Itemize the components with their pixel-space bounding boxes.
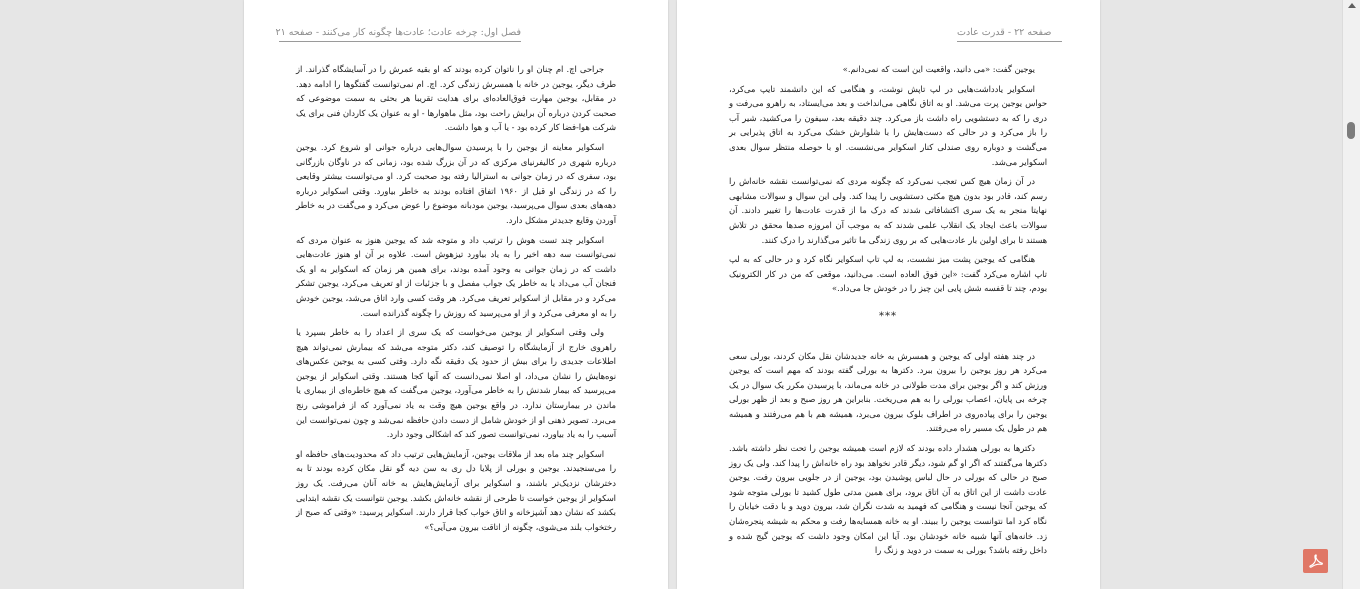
document-page-21: [244, 0, 668, 589]
vertical-scrollbar[interactable]: [1342, 0, 1360, 589]
document-page-22: [677, 0, 1100, 589]
paragraph: یوجین گفت: «می دانید، واقعیت این است که نمی‌دانم.»: [842, 64, 1035, 74]
scroll-thumb[interactable]: [1347, 122, 1355, 139]
page-header: فصل اول: چرخه عادت؛ عادت‌ها چگونه کار می‌کنند - صفحه ۲۱: [279, 27, 521, 42]
scroll-up-arrow-icon[interactable]: [1348, 3, 1356, 8]
paragraph: اسکوایر یادداشت‌هایی در لپ تاپش نوشت، و هنگامی که این دانشمند تایپ می‌کرد، حواس یوجین پرت می‌شد. او به اتاق نگاهی می‌انداخت و بعد می‌ایستاد، به راهرو می‌رفت و دری را که به دستشویی راه داشت باز می‌کرد. چند دقیقه بعد، سیفون را می‌کشید، شیر آب را باز می‌کرد و در حالی که دست‌هایش را با شلوارش خشک می‌کرد به اتاق پذیرایی بر می‌گشت و دوباره روی صندلی کنار اسکوایر می‌نشست. او با حوصله منتظر سوال بعدی اسکوایر می‌شد.: [729, 83, 1047, 167]
paragraph: در چند هفته اولی که یوجین و همسرش به خانه جدیدشان نقل مکان کردند، بورلی سعی می‌کرد هر روز یوجین را بیرون ببرد. دکترها به بورلی گفته بودند که مهم است که یوجین ورزش کند و اگر یوجین برای مدت طولانی در خانه می‌ماند، با پرسیدن مکرر یک سوال در یک چرخه بی پایان، اعصاب بورلی را به هم می‌ریخت. بنابراین هر روز صبح و بعد از ظهر بورلی یوجین را برای پیاده‌روی در اطراف بلوک بیرون می‌برد، همیشه هم با هم می‌رفتند و همیشه هم در طول یک مسیر راه می‌رفتند.: [729, 350, 1047, 434]
paragraph: اسکوایر چند تست هوش را ترتیب داد و متوجه شد که یوجین هنوز به عنوان مردی که نمی‌توانست سه دهه اخیر را به یاد بیاورد تیزهوش است. علاوه بر آن او هنوز عادت‌هایی داشت که در زمان جوانی به وجود آمده بودند، برای همین هر زمان که اسکوایر به او یک فنجان آب می‌داد یا به خاطر یک جواب مفصل و با جزئیات از او تعریف می‌کرد، یوجین تشکر می‌کرد و در مقابل از اسکوایر تعریف می‌کرد. هر وقت کسی وارد اتاق می‌شد، یوجین خودش را به او معرفی می‌کرد و از او می‌پرسید که روزش را چگونه گذرانده است.: [296, 234, 616, 318]
acrobat-pdf-icon: [1308, 553, 1324, 569]
page-body: [296, 62, 616, 539]
section-separator: ***: [879, 310, 897, 322]
paragraph: دکترها به بورلی هشدار داده بودند که لازم است همیشه یوجین را تحت نظر داشته باشد. دکترها می‌گفتند که اگر او گم شود، دیگر قادر نخواهد بود راه خانه‌اش را پیدا کند. ولی یک روز صبح در حالی که بورلی در حال لباس پوشیدن بود، یوجین از در جلویی بیرون رفت. یوجین عادت داشت از این اتاق به آن اتاق برود، برای همین مدتی طول کشید تا بورلی متوجه شود که یوجین آنجا نیست و هنگامی که فهمید به شدت نگران شد، بیرون دوید و با دقت خیابان را نگاه کرد اما نتوانست یوجین را ببیند. او به خانه همسایه‌ها رفت و محکم به شیشه پنجره‌شان زد. خانه‌های آنها شبیه خانه خودشان بود. آیا این امکان وجود داشت که یوجین گیج شده و داخل رفته باشد؟ بورلی به سمت در دوید و زنگ را: [729, 443, 1047, 556]
paragraph: جراحی اچ. ام چنان او را ناتوان کرده بودند که او بقیه عمرش را در آسایشگاه گذراند. از طرف دیگر، یوجین در خانه با همسرش زندگی کرد. اچ. ام نمی‌توانست گفتگوها را ادامه دهد. در مقابل، یوجین مهارت فوق‌العاده‌ای برای هدایت تقریبا هر بحثی به سمت موضوعی که صحبت کردن درباره آن برایش راحت بود، مثل ماهوارها - او به عنوان یک کاردان فنی برای یک شرکت هوا-فضا کار کرده بود - یا آب و هوا داشت.: [296, 64, 616, 133]
paragraph: اسکوایر چند ماه بعد از ملاقات یوجین، آزمایش‌هایی ترتیب داد که محدودیت‌های حافظه او را می‌سنجیدند. یوجین و بورلی از پلایا دل ری به سن دیه گو نقل مکان کرده بودند تا به دخترشان نزدیک‌تر باشند، و اسکوایر برای آزمایش‌هایش به خانه آنان می‌رفت. یک روز اسکوایر از یوجین خواست تا طرحی از نقشه خانه‌اش بکشد. یوجین نتوانست یک نقشه ابتدایی بکشد که نشان دهد آشپزخانه و اتاق خواب کجا قرار دارند. اسکوایر پرسید: «وقتی که صبح از رختخواب بلند می‌شوی، چگونه از اتاقت بیرون می‌آیی؟»: [296, 448, 616, 532]
page-body: [729, 62, 1047, 563]
pdf-download-button[interactable]: [1303, 549, 1328, 573]
paragraph: اسکوایر معاینه از یوجین را با پرسیدن سوال‌هایی درباره جوانی او شروع کرد. یوجین درباره شهری در کالیفرنیای مرکزی که در آن بزرگ شده بود، زمانی که در ناوگان بازرگانی بود، سفری که در زمان جوانی به استرالیا رفته بود صحبت کرد. او می‌توانست بیشتر وقایعی را که در زندگی او قبل از ۱۹۶۰ اتفاق افتاده بودند به خاطر بیاورد. وقتی اسکوایر درباره دهه‌های بعدی سوال می‌پرسید، یوجین مودبانه موضوع را عوض می‌کرد و می‌گفت در به خاطر آوردن وقایع جدیدتر مشکل دارد.: [296, 141, 616, 225]
paragraph: در آن زمان هیچ کس تعجب نمی‌کرد که چگونه مردی که نمی‌توانست نقشه خانه‌اش را رسم کند، قادر بود بدون هیچ مکثی دستشویی را پیدا کند. ولی این سوال و سوالات مشابهی نهایتا منجر به یک سری اکتشافاتی شدند که درک ما از قدرت عادت‌ها را تغییر دادند. آن سوالات باعث ایجاد یک انقلاب علمی شدند که به موجب آن امروزه صدها محقق در تلاش هستند تا برای اولین بار عادت‌هایی که بر روی زندگی ما تاثیر می‌گذارند را درک کنند.: [729, 176, 1047, 245]
page-header: صفحه ۲۲ - قدرت عادت: [957, 27, 1062, 42]
paragraph: ولی وقتی اسکوایر از یوجین می‌خواست که یک سری از اعداد را به خاطر بسپرد یا راهروی خارج از آزمایشگاه را توصیف کند، دکتر متوجه می‌شد که بیمارش نمی‌تواند هیچ اطلاعات جدیدی را برای بیش از حدود یک دقیقه نگه دارد. وقتی کسی به یوجین عکس‌های نوه‌هایش را نشان می‌داد، او اصلا نمی‌دانست که آنها کجا هستند. وقتی اسکوایر از یوجین می‌پرسید که بیمار شدنش را به خاطر می‌آورد، یوجین می‌گفت که هیچ خاطره‌ای از بیماری یا ماندن در بیمارستان ندارد. در واقع یوجین هیچ وقت به یاد نمی‌آورد که از فراموشی رنج می‌برد. تصویر ذهنی او از خودش شامل از دست دادن حافظه نمی‌شد و چون نمی‌توانست این آسیب را به یاد بیاورد، نمی‌توانست تصور کند که اشکالی وجود دارد.: [296, 327, 616, 440]
paragraph: هنگامی که یوجین پشت میز نشست، به لپ تاپ اسکوایر نگاه کرد و در حالی که به لپ تاپ اشاره می‌کرد گفت: «این فوق العاده است. می‌دانید، موقعی که من در کار الکترونیک بودم، چند تا قفسه شش پایی این چیز را در خودش جا می‌داد.»: [729, 254, 1047, 294]
